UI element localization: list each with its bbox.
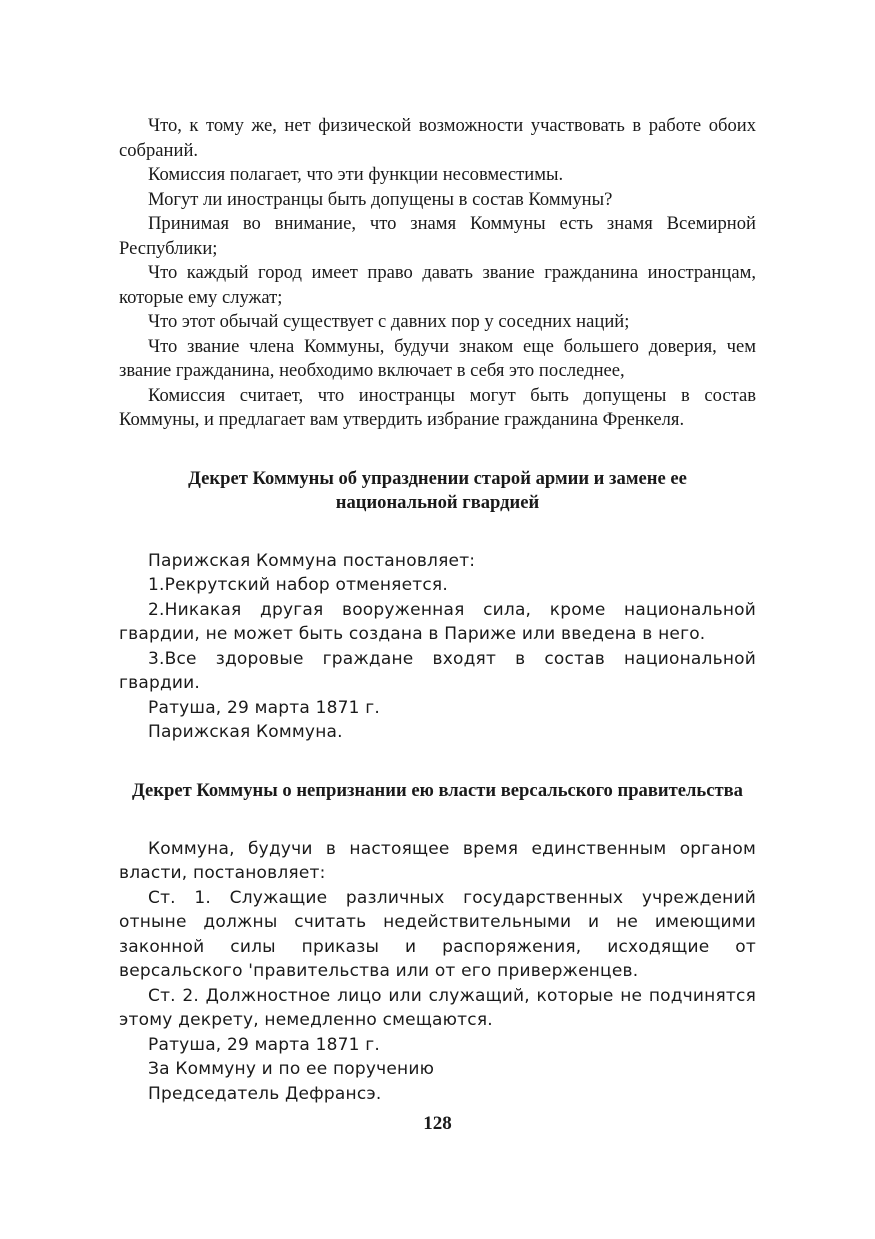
paragraph: Ст. 1. Служащие различных государственных учреждений отныне должны считать недействительными и не имеющими законной силы приказы и распоряжения, исходящие от версальского 'правительства или от его приверженцев. xyxy=(119,887,756,981)
paragraph: Комиссия полагает, что эти функции несовместимы. xyxy=(148,164,564,185)
section-commission-report xyxy=(119,114,756,433)
decree1-heading: Декрет Коммуны об упразднении старой армии и замене ее национальной гвардией xyxy=(188,467,687,513)
paragraph: Что звание члена Коммуны, будучи знаком еще большего доверия, чем звание гражданина, необходимо включает в себя это последнее, xyxy=(119,335,756,381)
page-content xyxy=(119,114,756,1106)
paragraph: 3.Все здоровые граждане входят в состав национальной гвардии. xyxy=(119,648,756,693)
decree2-body xyxy=(119,837,756,1107)
paragraph: 1.Рекрутский набор отменяется. xyxy=(148,575,448,595)
signature: Парижская Коммуна. xyxy=(148,722,343,742)
paragraph: Что, к тому же, нет физической возможности участвовать в работе обоих собраний. xyxy=(119,115,756,161)
signature-date: Ратуша, 29 марта 1871 г. xyxy=(148,697,381,718)
paragraph: Что каждый город имеет право давать звание гражданина иностранцам, которые ему служат; xyxy=(119,262,756,308)
signature: За Коммуну и по ее поручению xyxy=(148,1059,435,1079)
decree1-body xyxy=(119,549,756,745)
paragraph: Ст. 2. Должностное лицо или служащий, которые не подчинятся этому декрету, немедленно смещаются. xyxy=(119,985,756,1030)
paragraph: 2.Никакая другая вооруженная сила, кроме национальной гвардии, не может быть создана в Париже или введена в него. xyxy=(119,599,756,644)
decree2-heading: Декрет Коммуны о непризнании ею власти версальского правительства xyxy=(132,779,743,801)
paragraph: Могут ли иностранцы быть допущены в состав Коммуны? xyxy=(148,188,613,210)
paragraph: Комиссия считает, что иностранцы могут быть допущены в состав Коммуны, и предлагает вам утвердить избрание гражданина Френкеля. xyxy=(119,384,756,430)
paragraph: Принимая во внимание, что знамя Коммуны есть знамя Всемирной Республики; xyxy=(119,213,756,259)
paragraph: Коммуна, будучи в настоящее время единственным органом власти, постановляет: xyxy=(119,838,756,883)
page-number: 128 xyxy=(423,1113,452,1134)
signature: Председатель Дефрансэ. xyxy=(148,1083,382,1104)
paragraph: Что этот обычай существует с давних пор у соседних наций; xyxy=(148,311,630,332)
signature-date: Ратуша, 29 марта 1871 г. xyxy=(148,1034,381,1055)
paragraph: Парижская Коммуна постановляет: xyxy=(148,550,476,571)
